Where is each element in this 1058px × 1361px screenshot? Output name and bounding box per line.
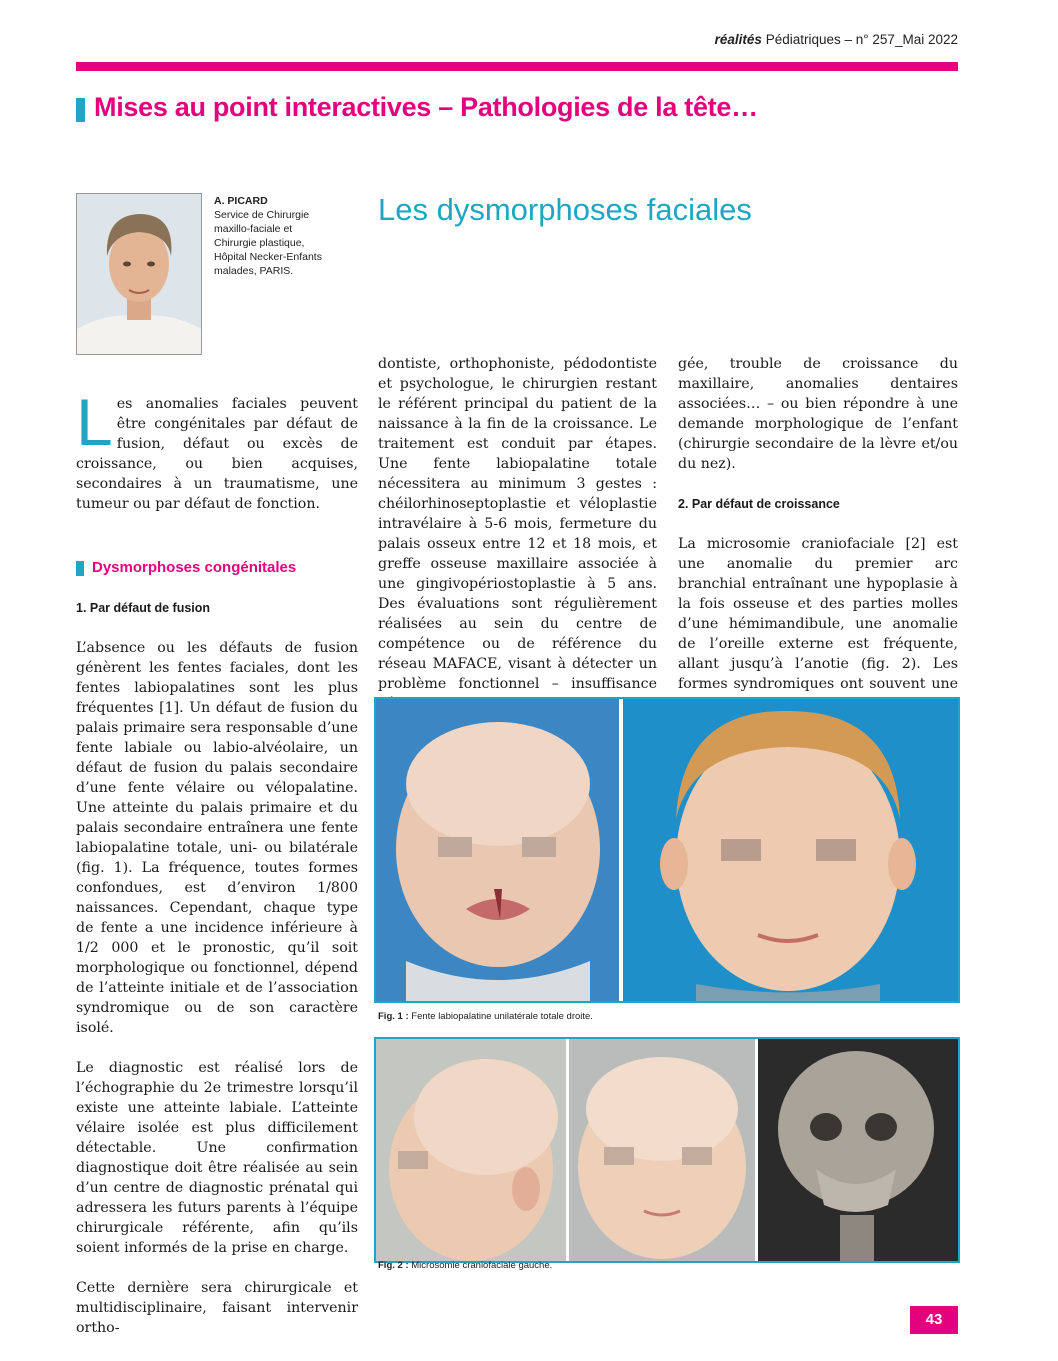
section-heading-text: Dysmorphoses congénitales	[92, 559, 297, 576]
figure-1-label: Fig. 1 :	[378, 1011, 409, 1022]
figure-2	[374, 1037, 960, 1263]
author-block	[214, 194, 354, 278]
figure-1-caption	[378, 1011, 593, 1022]
author-affiliation-line: malades, PARIS.	[214, 265, 294, 277]
author-name: A. PICARD	[214, 195, 268, 207]
author-affiliation-line: Chirurgie plastique,	[214, 237, 305, 249]
intro-paragraph	[76, 385, 358, 514]
journal-header	[715, 32, 958, 47]
section-title: Mises au point interactives – Pathologies de la tête…	[94, 92, 758, 122]
column-2	[378, 354, 657, 734]
author-photo	[76, 193, 202, 355]
figure-2-photos	[376, 1039, 958, 1261]
body-paragraph: Le diagnostic est réalisé lors de l’échographie du 2e trimestre lorsqu’il existe une atteinte labiale. L’atteinte vélaire isolée est plus difficilement détectable. Une confirmation diagnostique doit être réalisée au sein d’un centre de diagnostic prénatal qui adressera les futurs parents à l’équipe chirurgicale référente, afin qu’ils soient informés de la prise en charge.	[76, 1060, 358, 1256]
body-paragraph: L’absence ou les défauts de fusion génèrent les fentes faciales, dont les fentes labiopalatines sont les plus fréquentes [1]. Un défaut de fusion du palais primaire sera responsable d’une fente labiale ou labio-alvéolaire, un défaut de fusion du palais secondaire d’une fente vélaire ou vélopalatine. Une atteinte du palais primaire et du palais secondaire entraînera une fente labiopalatine totale, uni- ou bilatérale (fig. 1). La fréquence, toutes formes confondues, est d’environ 1/800 naissances. Cependant, chaque type de fente a une incidence inférieure à 1/2 000 et le pronostic, qu’il soit morphologique ou fonctionnel, dépend de l’atteinte initiale et de l’association syndromique ou de son caractère isolé.	[76, 640, 358, 1036]
figure-2-label: Fig. 2 :	[378, 1260, 409, 1271]
figure-1	[374, 697, 960, 1003]
body-paragraph: Cette dernière sera chirurgicale et multidisciplinaire, faisant intervenir ortho-	[76, 1280, 358, 1336]
body-paragraph: gée, trouble de croissance du maxillaire, anomalies dentaires associées… – ou bien répondre à une demande morphologique de l’enfant (chirurgie secondaire de la lèvre et/ou du nez).	[678, 356, 958, 472]
column-1	[76, 385, 358, 1358]
subsection-heading: 2. Par défaut de croissance	[678, 497, 840, 511]
journal-brand: réalités	[714, 32, 762, 47]
author-affiliation-line: Service de Chirurgie	[214, 209, 310, 221]
intro-text: es anomalies faciales peuvent être congénitales par défaut de fusion, défaut ou excès de croissance, ou bien acquises, secondaires à un traumatisme, une tumeur ou par défaut de fonction.	[76, 396, 358, 512]
figure-2-caption-text: Microsomie craniofaciale gauche.	[408, 1260, 553, 1271]
heading-marker	[76, 561, 84, 576]
header-rule	[76, 62, 958, 71]
journal-issue: Pédiatriques – n° 257_Mai 2022	[761, 32, 958, 47]
page-number: 43	[910, 1306, 958, 1334]
section-marker	[76, 98, 85, 122]
column-3	[678, 354, 958, 734]
figure-2-caption	[378, 1260, 552, 1271]
drop-cap: L	[76, 385, 113, 459]
article-title: Les dysmorphoses faciales	[378, 192, 752, 227]
figure-1-photos	[376, 699, 958, 1001]
author-affiliation-line: maxillo-faciale et	[214, 223, 293, 235]
figure-1-caption-text: Fente labiopalatine unilatérale totale droite.	[408, 1011, 593, 1022]
body-paragraph: dontiste, orthophoniste, pédodontiste et psychologue, le chirurgien restant le référent principal du patient de la naissance à la fin de la croissance. Le traitement est conduit par étapes. Une fente labiopalatine totale nécessitera au minimum 3 gestes : chéilorhinoseptoplastie et véloplastie intravélaire à 5-6 mois, fermeture du palais osseux entre 12 et 18 mois, et greffe osseuse maxillaire associée à une gingivopériostoplastie à 5 ans. Des évaluations sont régulièrement réalisées au sein du centre de compétence ou de référence du réseau MAFACE, visant à détecter un problème fonctionnel – insuffisance	[378, 356, 657, 692]
section-heading	[76, 558, 358, 578]
author-affiliation-line: Hôpital Necker-Enfants	[214, 251, 322, 263]
body-paragraph: La microsomie craniofaciale [2] est une anomalie du premier arc branchial entraînant une hypoplasie à la fois osseuse et des parties molles d’une hémimandibule, une anomalie de l’oreille externe est fréquente, allant jusqu’à l’anotie (fig. 2). Les formes syndromiques ont souvent une	[678, 536, 958, 692]
author-portrait-image	[77, 194, 201, 354]
subsection-heading: 1. Par défaut de fusion	[76, 601, 211, 615]
